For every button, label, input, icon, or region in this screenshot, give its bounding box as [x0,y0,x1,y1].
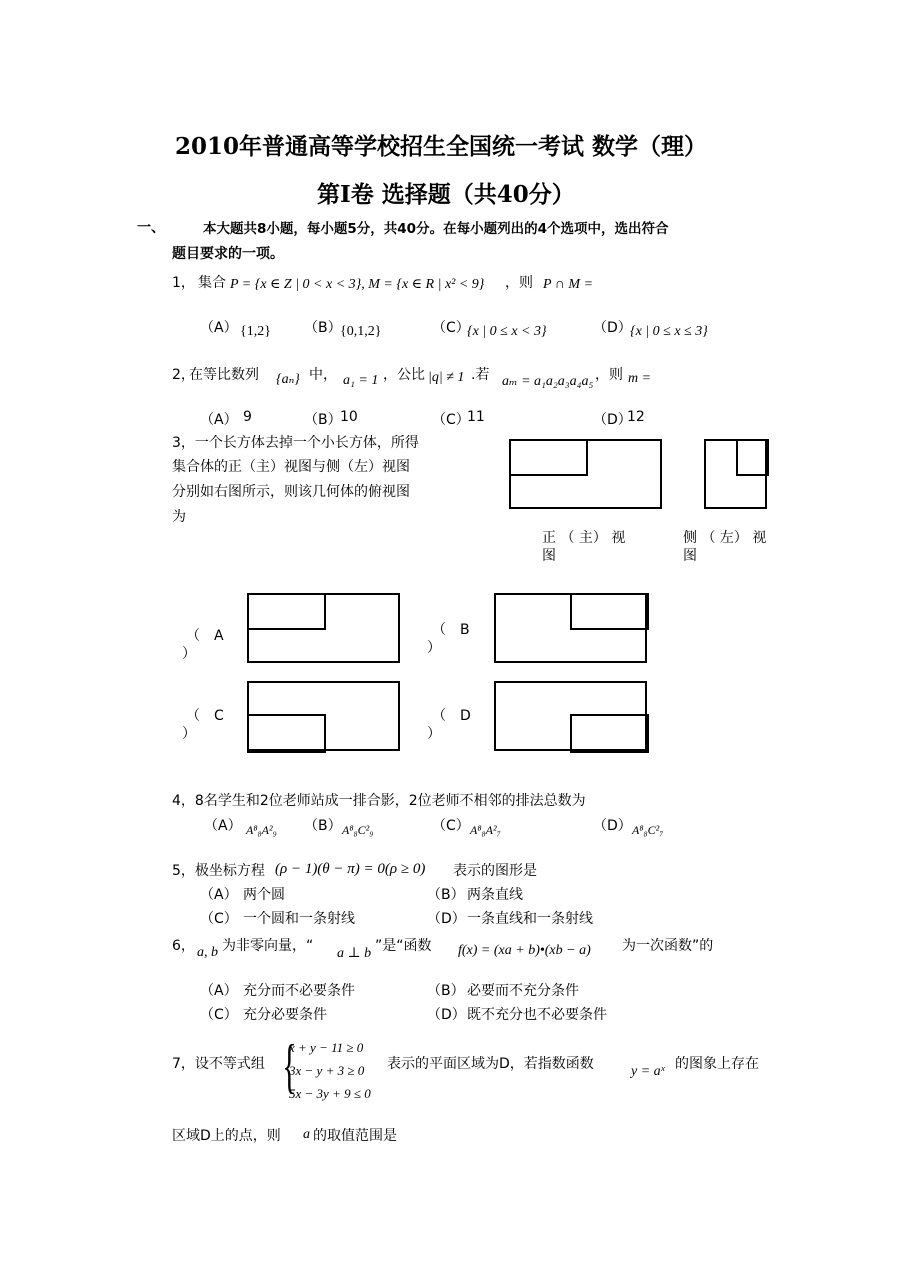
q6-function: f(x) = (xa + b)•(xb − a) [458,943,591,958]
side-view-label-line2: 图 [683,548,697,564]
q6-mid2: ”是“函数 [375,938,432,954]
q3-option-c-label-top: （ C [186,708,224,724]
q1-option-b-value: {0,1,2} [340,324,382,339]
q6-mid1: 为非零向量，“ [222,938,314,954]
q5-option-c-label: （C） [200,911,238,927]
q1-option-c-label: （C） [432,320,470,336]
q7-prefix: 7，设不等式组 [172,1056,265,1072]
front-view-label-line1: 正 （ 主） 视 [542,530,626,546]
q5-prefix: 5，极坐标方程 [172,863,265,879]
q4-option-d-value: A⁸₈C²₇ [632,823,664,837]
q1-formula: P = {x ∈ Z | 0 < x < 3}, M = {x ∈ R | x² < 9} [230,277,485,292]
q6-number: 6， [172,938,195,954]
q3-option-b-notch [570,593,649,630]
q2-option-c-label: （C） [432,412,470,428]
q2-equation: aₘ = a₁a₂a₃a₄a₅ [502,374,594,389]
q6-vars: a, b [197,945,218,960]
part-instruction-line1: 本大题共8小题，每小题5分，共40分。在每小题列出的4个选项中，选出符合 [203,221,669,237]
q3-option-a-notch [247,593,326,630]
q3-option-d-label-bottom: ） [427,726,441,742]
q2-mid1: 中， [309,367,337,383]
q5-option-b-value: 两条直线 [467,887,523,903]
q2-prefix: 在等比数列 [189,367,259,383]
q7-inequality-3: 5x − 3y + 9 ≤ 0 [289,1086,371,1101]
front-view-figure [509,439,662,509]
q6-suffix: 为一次函数”的 [622,938,714,954]
q7-suffix: 的图象上存在 [675,1056,759,1072]
section-title: 第I卷 选择题（共40分） [317,181,575,208]
q2-ratio: |q| ≠ 1 [428,370,465,385]
q6-option-b-label: （B） [427,983,465,999]
front-view-notch [509,439,588,476]
q2-mid4: ，则 [595,367,623,383]
q1-formula2: P ∩ M = [543,277,594,292]
q7-line2-prefix: 区域D上的点，则 [172,1128,281,1144]
q2-option-b-value: 10 [340,409,358,425]
q4-option-c-value: A⁸₈A²₇ [470,823,501,837]
q6-option-c-label: （C） [200,1007,238,1023]
q7-brace: { [282,1033,297,1099]
q5-option-b-label: （B） [427,887,465,903]
part-number: 一、 [137,220,165,236]
q3-option-d-figure [494,681,647,751]
q6-option-a-value: 充分而不必要条件 [243,983,355,999]
q7-function: y = aˣ [631,1064,665,1079]
q2-number: 2， [172,367,195,383]
side-view-notch [736,439,769,476]
q4-option-b-value: A⁸₈C²₉ [342,823,374,837]
q3-option-a-label-top: （ A [186,628,224,644]
q2-mid2: ，公比 [383,367,425,383]
q2-option-b-label: （B） [304,412,342,428]
q3-option-c-label-bottom: ） [182,726,196,742]
q4-option-a-value: A⁸₈A²₉ [246,823,277,837]
q6-option-a-label: （A） [200,983,238,999]
front-view-label-line2: 图 [542,548,556,564]
q5-option-c-value: 一个圆和一条射线 [243,911,355,927]
q4-text: 4，8名学生和2位老师站成一排合影，2位老师不相邻的排法总数为 [172,793,586,809]
q6-option-b-value: 必要而不充分条件 [467,983,579,999]
q3-line1: 3，一个长方体去掉一个小长方体，所得 [172,435,419,451]
q5-option-a-label: （A） [200,887,238,903]
q1-option-a-label: （A） [200,320,238,336]
q2-option-a-label: （A） [200,412,238,428]
q4-option-c-label: （C） [432,818,470,834]
q5-suffix: 表示的图形是 [453,863,537,879]
q3-option-a-label-bottom: ） [182,646,196,662]
q5-formula: (ρ − 1)(θ − π) = 0(ρ ≥ 0) [275,861,426,877]
side-view-label-line1: 侧 （ 左） 视 [683,530,767,546]
q3-line2: 集合体的正（主）视图与侧（左）视图 [172,459,410,475]
q2-option-a-value: 9 [243,409,252,425]
side-view-figure [704,439,767,509]
q1-option-d-label: （D） [593,320,632,336]
part-instruction-line2: 题目要求的一项。 [172,246,284,262]
q3-option-d-label-top: （ D [432,708,471,724]
q7-mid: 表示的平面区域为D，若指数函数 [387,1056,594,1072]
q2-m: m = [628,371,652,386]
q3-option-b-label-bottom: ） [427,640,441,656]
q1-option-c-value: {x | 0 ≤ x < 3} [467,324,547,339]
q5-option-d-label: （D） [427,911,466,927]
q4-option-b-label: （B） [304,818,342,834]
q3-option-c-notch [247,714,326,753]
q4-option-a-label: （A） [204,818,242,834]
q3-option-a-figure [247,593,400,663]
q1-option-a-value: {1,2} [240,324,271,339]
q2-sequence: {aₙ} [276,372,300,387]
q3-line4: 为 [172,509,186,525]
q7-inequality-2: 3x − y + 3 ≥ 0 [289,1063,365,1078]
q7-variable: a [303,1127,310,1142]
q4-option-d-label: （D） [593,818,632,834]
q1-number: 1， [172,275,195,291]
q7-line2-suffix: 的取值范围是 [313,1128,397,1144]
q2-option-c-value: 11 [467,409,485,425]
q5-option-d-value: 一条直线和一条射线 [467,911,593,927]
q6-option-c-value: 充分必要条件 [243,1007,327,1023]
q3-option-b-label-top: （ B [432,622,470,638]
q3-option-d-notch [570,714,649,753]
q3-option-b-figure [494,593,647,663]
q2-mid3: .若 [471,367,490,383]
q1-option-d-value: {x | 0 ≤ x ≤ 3} [630,324,708,339]
q1-option-b-label: （B） [304,320,342,336]
q7-inequality-1: x + y − 11 ≥ 0 [289,1040,364,1055]
q3-line3: 分别如右图所示，则该几何体的俯视图 [172,484,410,500]
q2-a1: a₁ = 1 [343,373,379,388]
q5-option-a-value: 两个圆 [243,887,285,903]
page-title: 2010年普通高等学校招生全国统一考试 数学（理） [175,133,708,160]
q6-condition: a ⊥ b [337,946,372,961]
q2-option-d-value: 12 [627,409,645,425]
q3-option-c-figure [247,681,400,751]
q6-option-d-label: （D） [427,1007,466,1023]
q1-prefix: 集合 [198,275,226,291]
q1-mid: ，则 [505,275,533,291]
q6-option-d-value: 既不充分也不必要条件 [467,1007,607,1023]
q2-option-d-label: （D） [593,412,632,428]
